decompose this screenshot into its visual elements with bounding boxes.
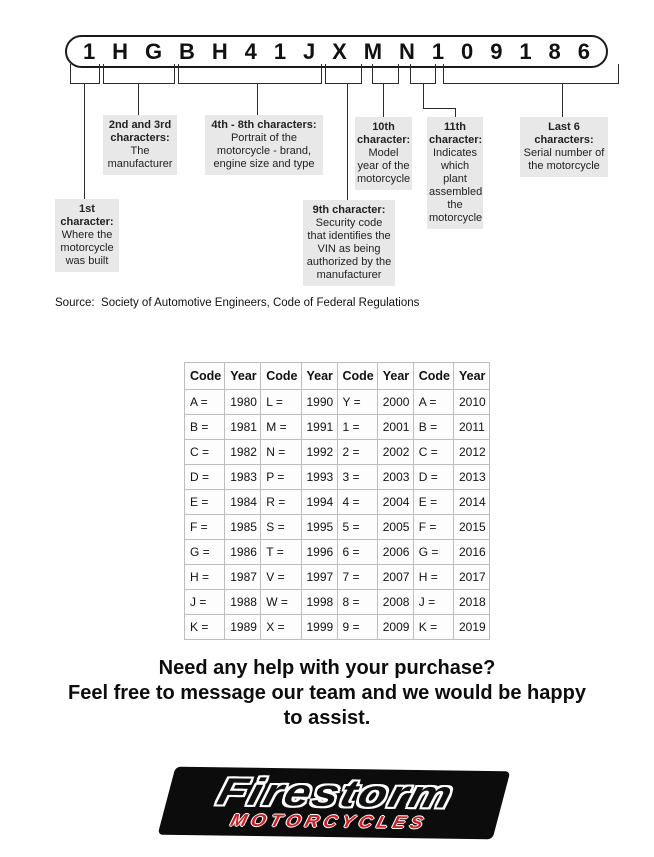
year-table-header-cell: Year: [454, 363, 490, 390]
year-table-cell: S =: [261, 515, 301, 540]
vin-character: 4: [244, 38, 257, 64]
year-table-cell: 2005: [377, 515, 413, 540]
year-table-cell: 2006: [377, 540, 413, 565]
logo-wordmark: Firestorm: [213, 770, 460, 817]
year-table-cell: T =: [261, 540, 301, 565]
year-table-cell: W =: [261, 590, 301, 615]
year-table-cell: 2010: [454, 390, 490, 415]
year-table-cell: 2003: [377, 465, 413, 490]
table-row: [185, 440, 490, 465]
help-line-1: Need any help with your purchase?: [158, 657, 496, 679]
vin-character: 9: [490, 38, 503, 64]
year-table-cell: 2012: [454, 440, 490, 465]
year-table-cell: 1987: [225, 565, 261, 590]
year-table-cell: E =: [185, 490, 225, 515]
year-table-header-cell: Year: [225, 363, 261, 390]
vin-character: 0: [461, 38, 474, 64]
table-row: [185, 515, 490, 540]
year-table-cell: 1989: [225, 615, 261, 640]
connector-line: [347, 83, 348, 200]
callout-header: 9th character:: [312, 204, 386, 216]
callout-body: Model year of the motorcycle: [357, 147, 411, 185]
callout-body: Portrait of the motorcycle - brand, engine size and type: [213, 132, 315, 170]
table-row: [185, 465, 490, 490]
connector-line: [257, 83, 258, 115]
year-table-cell: C =: [185, 440, 225, 465]
vin-character: 1: [83, 38, 96, 64]
year-table-cell: 3 =: [337, 465, 377, 490]
callout-header: Last 6 characters:: [534, 121, 594, 146]
year-table-cell: 2009: [377, 615, 413, 640]
year-table-cell: M =: [261, 415, 301, 440]
connector-line: [455, 108, 456, 117]
help-line-2: Feel free to message our team and we would be happy to assist.: [68, 682, 586, 729]
year-table-cell: 1984: [225, 490, 261, 515]
vin-group-bracket-9th: [325, 64, 362, 84]
year-table-cell: 6 =: [337, 540, 377, 565]
year-table-cell: F =: [185, 515, 225, 540]
year-table-cell: 2019: [454, 615, 490, 640]
brand-logo: [166, 769, 502, 837]
year-table-header-cell: Year: [377, 363, 413, 390]
vin-group-bracket-1st: [70, 64, 100, 84]
year-table-cell: 2002: [377, 440, 413, 465]
year-table-cell: N =: [261, 440, 301, 465]
year-table-cell: 2016: [454, 540, 490, 565]
callout-2nd-3rd-characters: [103, 115, 177, 175]
year-table-cell: 1997: [301, 565, 337, 590]
year-table-cell: B =: [413, 415, 453, 440]
year-table-cell: 9 =: [337, 615, 377, 640]
vin-character: J: [303, 38, 316, 64]
callout-header: 10th character:: [357, 121, 411, 146]
logo-background: [158, 767, 511, 840]
connector-line: [562, 84, 563, 117]
year-table-cell: K =: [413, 615, 453, 640]
vin-character: H: [211, 38, 228, 64]
year-table-cell: X =: [261, 615, 301, 640]
year-table-cell: L =: [261, 390, 301, 415]
year-table-cell: 2013: [454, 465, 490, 490]
connector-line: [423, 108, 456, 109]
year-table-cell: V =: [261, 565, 301, 590]
connector-line: [383, 83, 384, 117]
connector-line: [84, 83, 85, 199]
year-table-header-cell: Code: [413, 363, 453, 390]
vin-character: X: [332, 38, 347, 64]
vin-character: 1: [273, 38, 287, 64]
callout-body: Indicates which plant assembled the motorcycle: [429, 147, 483, 224]
year-table-cell: 1985: [225, 515, 261, 540]
vin-character: 6: [577, 38, 590, 64]
year-table-cell: 2008: [377, 590, 413, 615]
vin-group-bracket-2nd-3rd: [103, 64, 175, 84]
year-table-cell: 2000: [377, 390, 413, 415]
year-table-cell: 1982: [225, 440, 261, 465]
year-table-cell: 1995: [301, 515, 337, 540]
connector-line: [423, 83, 424, 109]
year-table-cell: 1988: [225, 590, 261, 615]
year-table-cell: A =: [413, 390, 453, 415]
year-table-cell: H =: [413, 565, 453, 590]
year-table-header-cell: Code: [261, 363, 301, 390]
year-table-header-row: [185, 363, 490, 390]
year-table-cell: 2001: [377, 415, 413, 440]
year-table-cell: 1986: [225, 540, 261, 565]
callout-body: Serial number of the motorcycle: [523, 147, 605, 172]
vin-character: G: [144, 38, 163, 64]
vin-group-bracket-10th: [372, 64, 399, 84]
callout-10th-character: [355, 117, 412, 190]
year-table-cell: A =: [185, 390, 225, 415]
year-table-cell: 2004: [377, 490, 413, 515]
year-table-cell: 1990: [301, 390, 337, 415]
help-message: [0, 656, 654, 731]
table-row: [185, 490, 490, 515]
callout-body: The manufacturer: [107, 145, 173, 170]
year-table-cell: 1996: [301, 540, 337, 565]
vin-character: H: [112, 38, 129, 64]
year-table-cell: 4 =: [337, 490, 377, 515]
year-table-cell: D =: [185, 465, 225, 490]
year-table-cell: 1994: [301, 490, 337, 515]
year-table-cell: 2015: [454, 515, 490, 540]
callout-header: 1st character:: [60, 203, 114, 228]
year-table-cell: 1983: [225, 465, 261, 490]
table-row: [185, 390, 490, 415]
source-note: Source: Society of Automotive Engineers, Code of Federal Regulations: [55, 297, 420, 309]
year-table-cell: R =: [261, 490, 301, 515]
vin-character: 8: [548, 38, 561, 64]
table-row: [185, 565, 490, 590]
callout-11th-character: [427, 117, 483, 229]
vin-character: 1: [431, 38, 445, 64]
connector-line: [138, 83, 139, 115]
year-table-cell: 5 =: [337, 515, 377, 540]
year-table-header-cell: Code: [337, 363, 377, 390]
year-table-cell: P =: [261, 465, 301, 490]
year-table-cell: B =: [185, 415, 225, 440]
vin-character: B: [179, 38, 195, 64]
callout-body: Security code that identifies the VIN as being authorized by the manufacturer: [306, 217, 392, 281]
year-table-cell: 7 =: [337, 565, 377, 590]
year-table-cell: 2007: [377, 565, 413, 590]
year-table-cell: J =: [185, 590, 225, 615]
year-table-cell: J =: [413, 590, 453, 615]
year-table-cell: K =: [185, 615, 225, 640]
year-code-table: [184, 362, 490, 640]
callout-body: Where the motorcycle was built: [60, 229, 114, 267]
year-table-cell: 1980: [225, 390, 261, 415]
callout-4th-8th-characters: [205, 115, 323, 175]
year-table-cell: 2014: [454, 490, 490, 515]
logo-tagline: MOTORCYCLES: [228, 810, 430, 832]
year-table-cell: 2 =: [337, 440, 377, 465]
vin-group-bracket-11th: [410, 64, 436, 84]
callout-1st-character: [55, 199, 119, 272]
year-table-cell: 8 =: [337, 590, 377, 615]
year-table-cell: 2017: [454, 565, 490, 590]
year-table-cell: H =: [185, 565, 225, 590]
table-row: [185, 590, 490, 615]
year-table-cell: 1981: [225, 415, 261, 440]
year-table-cell: E =: [413, 490, 453, 515]
vin-group-bracket-4th-8th: [178, 64, 322, 84]
year-table-cell: 2011: [454, 415, 490, 440]
year-table-cell: 1999: [301, 615, 337, 640]
vin-character: M: [363, 38, 383, 64]
year-table-cell: 2018: [454, 590, 490, 615]
year-table-cell: C =: [413, 440, 453, 465]
callout-header: 4th - 8th characters:: [211, 119, 317, 131]
callout-9th-character: [303, 200, 395, 286]
vin-character: N: [399, 38, 415, 64]
callout-header: 11th character:: [429, 121, 483, 146]
year-table-header-cell: Year: [301, 363, 337, 390]
table-row: [185, 615, 490, 640]
year-table-cell: G =: [413, 540, 453, 565]
table-row: [185, 540, 490, 565]
year-table-cell: Y =: [337, 390, 377, 415]
year-table-cell: 1993: [301, 465, 337, 490]
year-table-cell: F =: [413, 515, 453, 540]
callout-last-6-characters: [520, 117, 608, 177]
table-row: [185, 415, 490, 440]
year-table-body: [185, 390, 490, 640]
year-table-cell: G =: [185, 540, 225, 565]
year-table-cell: 1 =: [337, 415, 377, 440]
year-table-header-cell: Code: [185, 363, 225, 390]
year-table-cell: 1998: [301, 590, 337, 615]
year-table-cell: 1991: [301, 415, 337, 440]
vin-group-bracket-last6: [443, 64, 619, 84]
vin-character: 1: [519, 38, 532, 64]
year-table-cell: 1992: [301, 440, 337, 465]
year-table-cell: D =: [413, 465, 453, 490]
callout-header: 2nd and 3rd characters:: [108, 119, 172, 144]
